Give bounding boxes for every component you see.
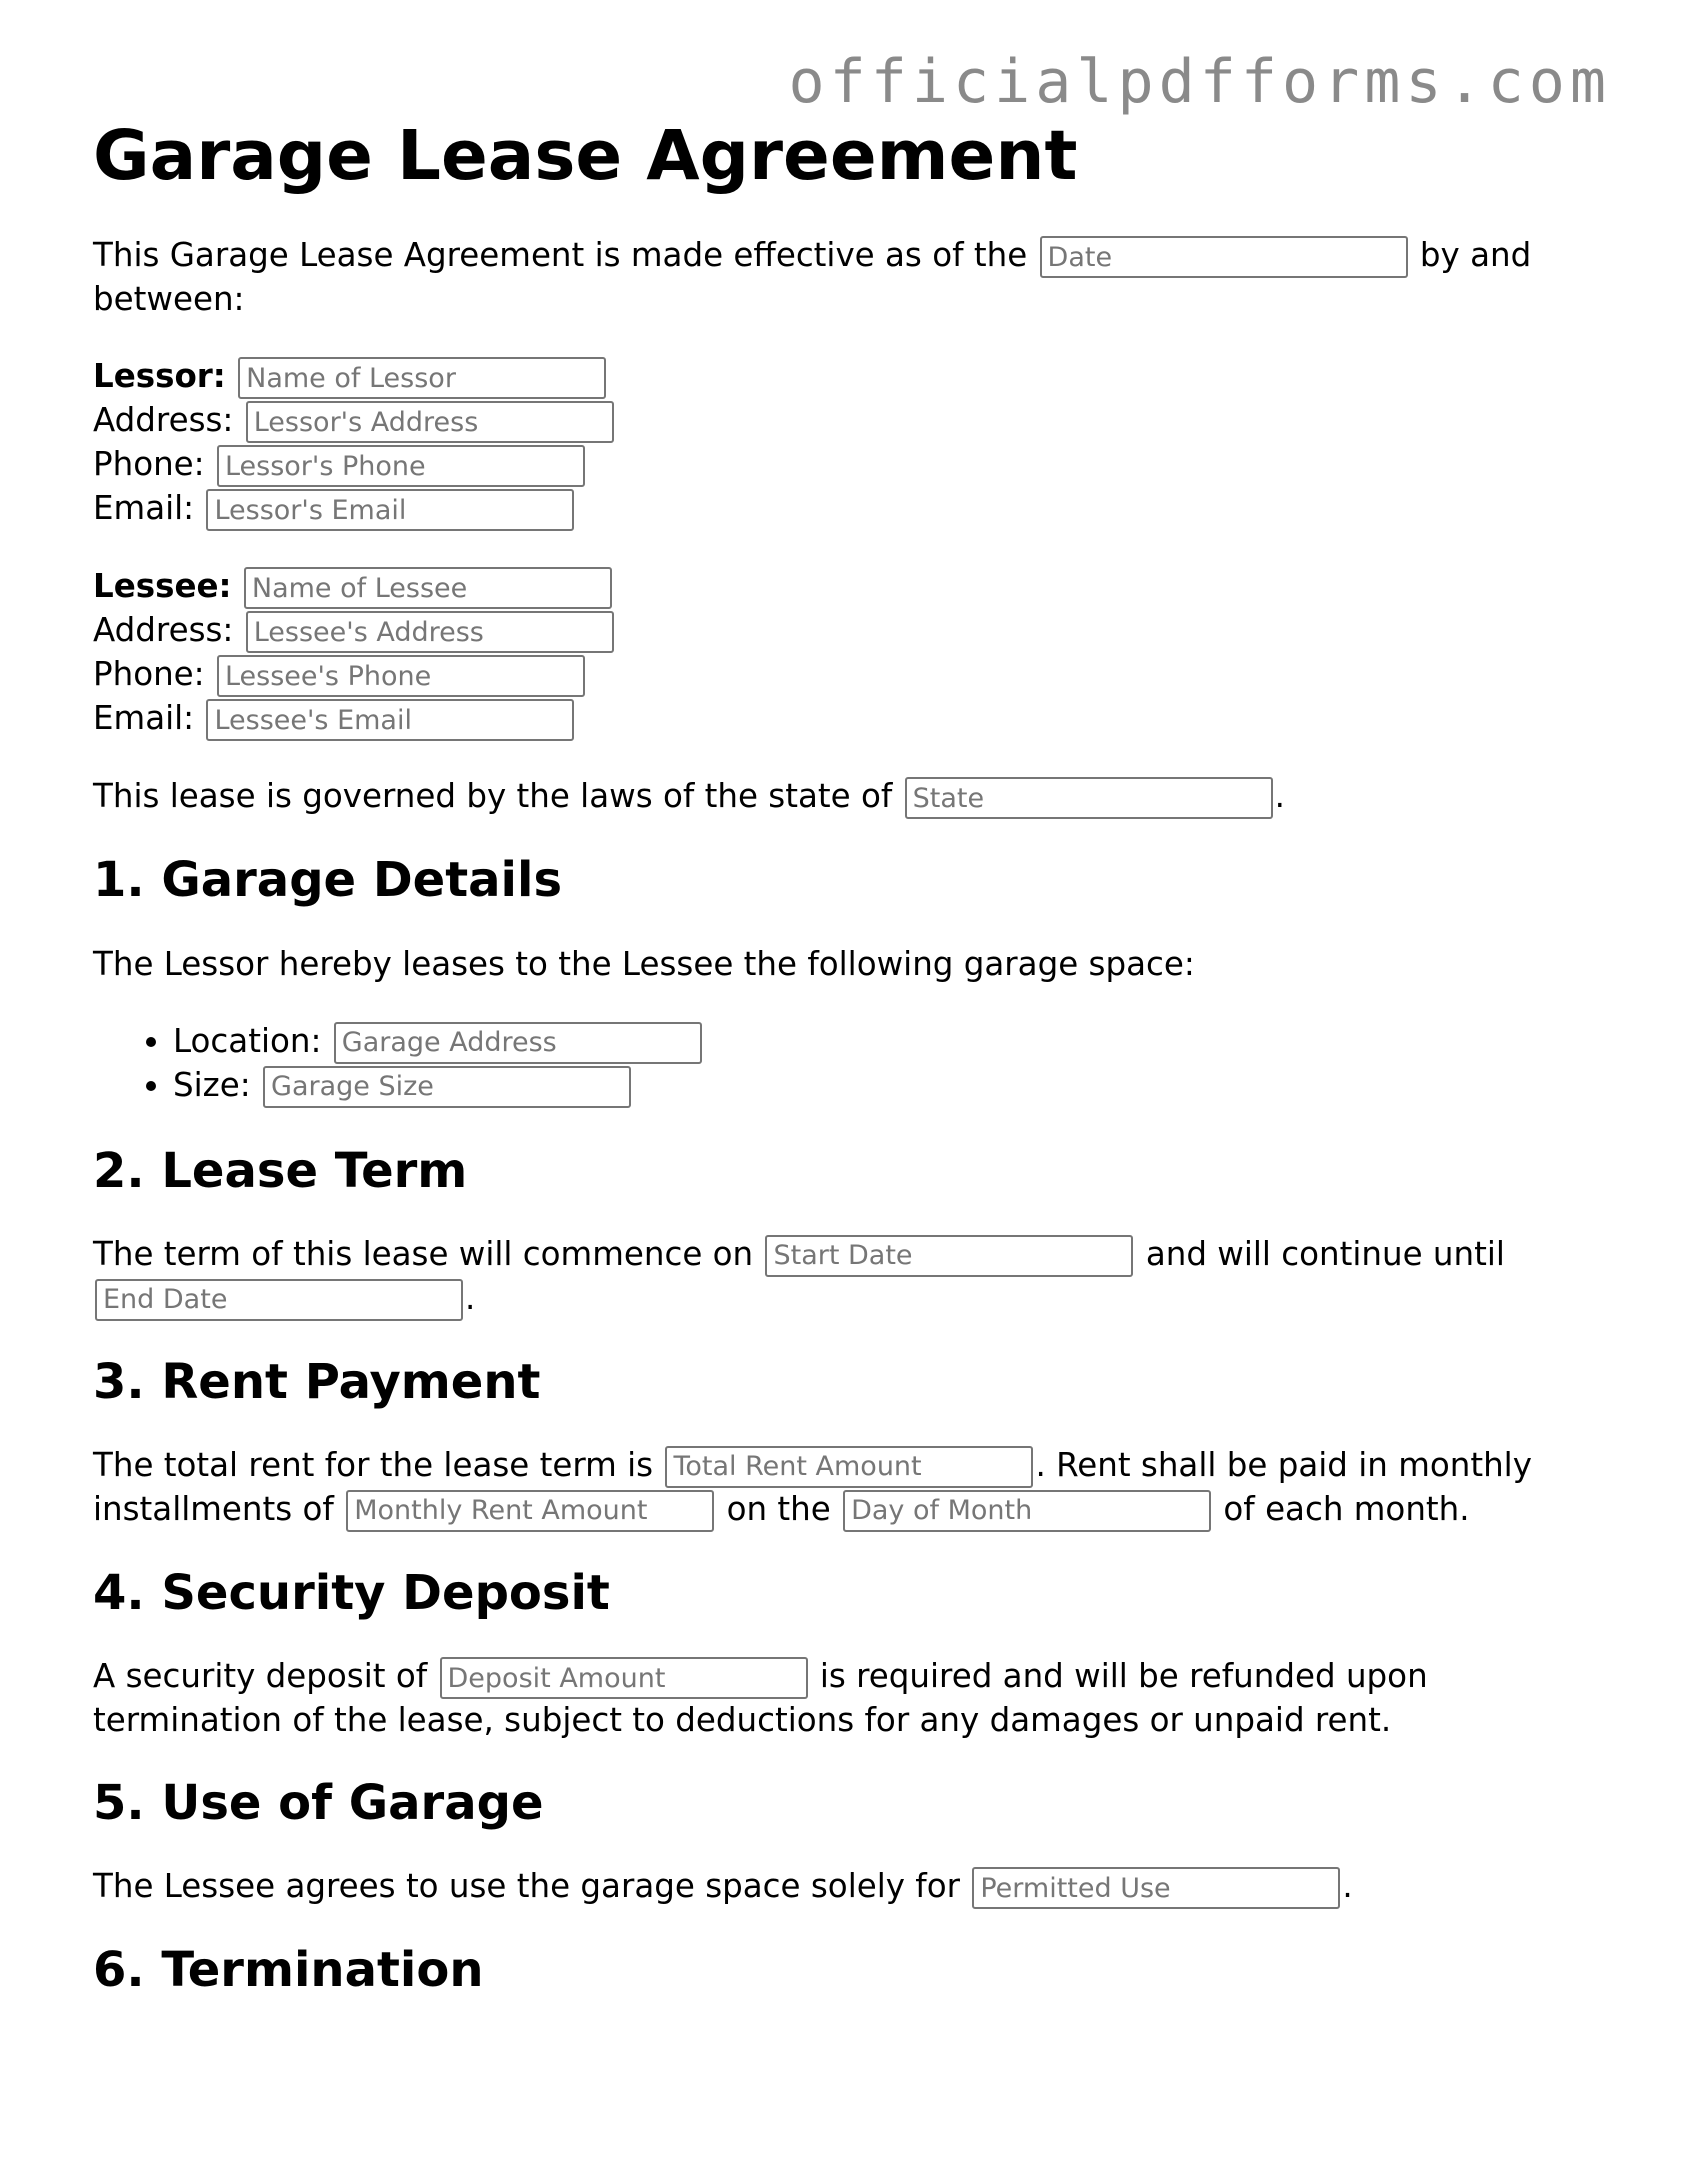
section-heading-lease-term: 2. Lease Term	[93, 1142, 468, 1199]
permitted-use-input[interactable]	[972, 1867, 1340, 1909]
lease-term-text-middle: and will continue until	[1145, 1234, 1505, 1273]
lessor-phone-label: Phone:	[93, 445, 205, 484]
lessee-email-label: Email:	[93, 699, 195, 738]
lessee-name-input[interactable]	[244, 567, 612, 609]
list-item-size	[173, 1064, 1593, 1108]
governing-text-before: This lease is governed by the laws of the state of	[93, 777, 893, 816]
lease-term-paragraph	[93, 1233, 1593, 1321]
lessee-phone-label: Phone:	[93, 655, 205, 694]
day-of-month-input[interactable]	[843, 1490, 1211, 1532]
garage-details-text: The Lessor hereby leases to the Lessee the following garage space:	[93, 944, 1195, 983]
end-date-input[interactable]	[95, 1279, 463, 1321]
section-heading-security-deposit: 4. Security Deposit	[93, 1564, 610, 1621]
start-date-input[interactable]	[765, 1235, 1133, 1277]
lessor-label: Lessor:	[93, 357, 226, 396]
deposit-text-after: is required and will be refunded upon termination of the lease, subject to deductions for any damages or unpaid rent.	[93, 1657, 1428, 1740]
lessor-phone-input[interactable]	[217, 445, 585, 487]
governing-text-after: .	[1274, 777, 1285, 816]
garage-address-input[interactable]	[334, 1022, 702, 1064]
rent-text-middle1: . Rent shall be paid in monthly installments of	[93, 1445, 1532, 1528]
garage-size-input[interactable]	[263, 1066, 631, 1108]
intro-paragraph	[93, 234, 1593, 321]
form-content	[93, 117, 1593, 2032]
section-heading-termination: 6. Termination	[93, 1942, 484, 1999]
lessor-email-input[interactable]	[206, 489, 574, 531]
list-item-location	[173, 1020, 1593, 1064]
garage-details-list	[93, 1020, 1593, 1108]
lessee-address-label: Address:	[93, 611, 234, 650]
lease-term-text-after: .	[465, 1278, 476, 1317]
lessor-name-input[interactable]	[238, 357, 606, 399]
lessor-block	[93, 355, 1593, 531]
intro-text-before: This Garage Lease Agreement is made effective as of the	[93, 236, 1028, 275]
governing-law-paragraph	[93, 775, 1593, 819]
watermark: officialpdfforms.com	[788, 47, 1611, 117]
use-text-after: .	[1342, 1867, 1353, 1906]
lessor-address-label: Address:	[93, 401, 234, 440]
deposit-amount-input[interactable]	[440, 1657, 808, 1699]
size-label: Size:	[173, 1065, 251, 1104]
section-heading-use-of-garage: 5. Use of Garage	[93, 1775, 544, 1832]
location-label: Location:	[173, 1021, 322, 1060]
lessee-label: Lessee:	[93, 567, 232, 606]
total-rent-input[interactable]	[665, 1446, 1033, 1488]
security-deposit-paragraph	[93, 1655, 1593, 1742]
date-input[interactable]	[1040, 236, 1408, 278]
deposit-text-before: A security deposit of	[93, 1657, 428, 1696]
lessor-email-label: Email:	[93, 489, 195, 528]
lessor-address-input[interactable]	[246, 401, 614, 443]
rent-text-after: of each month.	[1223, 1489, 1470, 1528]
lessee-phone-input[interactable]	[217, 655, 585, 697]
lessee-address-input[interactable]	[246, 611, 614, 653]
intro-text-after: by and between:	[93, 236, 1532, 319]
rent-payment-paragraph	[93, 1444, 1593, 1532]
lessee-block	[93, 565, 1593, 741]
monthly-rent-input[interactable]	[346, 1490, 714, 1532]
section-heading-rent-payment: 3. Rent Payment	[93, 1353, 541, 1410]
section-heading-garage-details: 1. Garage Details	[93, 852, 563, 909]
page-title: Garage Lease Agreement	[93, 116, 1078, 196]
use-text-before: The Lessee agrees to use the garage space solely for	[93, 1867, 960, 1906]
rent-text-middle2: on the	[726, 1489, 831, 1528]
lessee-email-input[interactable]	[206, 699, 574, 741]
state-input[interactable]	[905, 777, 1273, 819]
lease-term-text-before: The term of this lease will commence on	[93, 1234, 754, 1273]
rent-text-before: The total rent for the lease term is	[93, 1445, 654, 1484]
use-of-garage-paragraph	[93, 1865, 1593, 1909]
